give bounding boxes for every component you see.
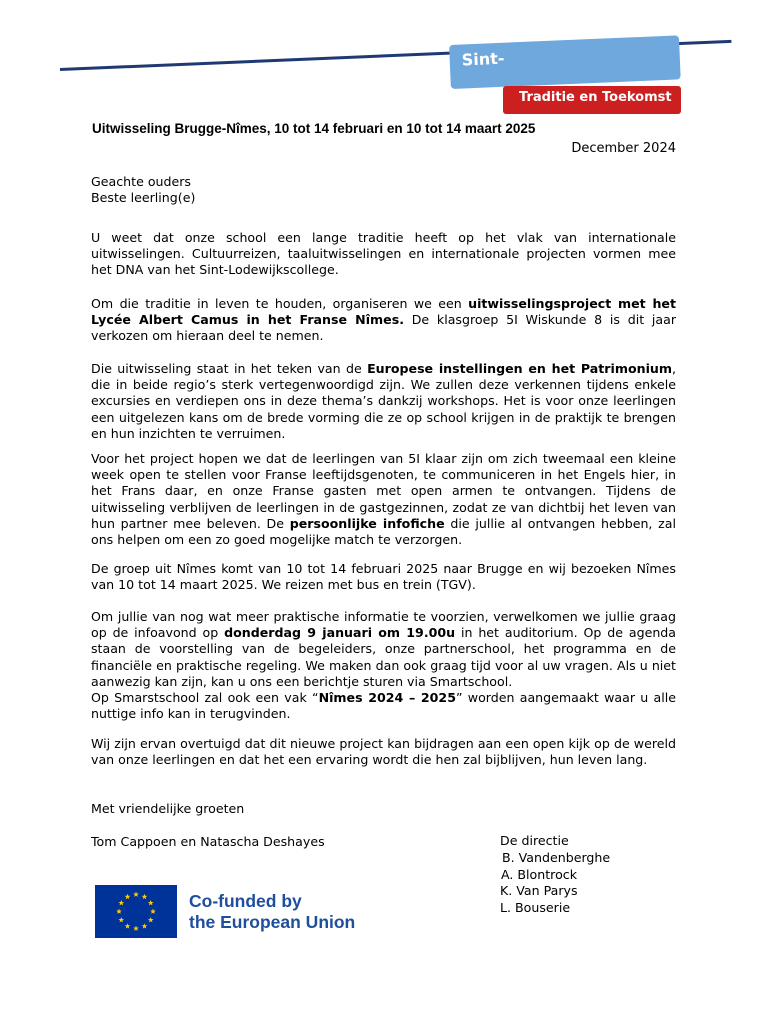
eu-star-icon bbox=[150, 909, 156, 914]
eu-star-icon bbox=[116, 909, 122, 914]
paragraph-info-evening bbox=[91, 609, 676, 722]
paragraph-info-text-c: in het auditorium. Op de agenda staan de voorstelling van de begeleiders, onze partnerschool, het programma en de financiële en praktische regeling. We maken dan ook graag tijd voor al uw vragen. Als u niet aanwezig kan zijn, kan u ons een berichtje sturen via Smartschool. bbox=[91, 625, 677, 689]
paragraph-hosting-text-a: Voor het project hopen we dat de leerlingen van 5I klaar zijn om zich tweemaal een kleine week open te stellen voor Franse leeftijdsgenoten, te communiceren in het Engels hier, in het Frans daar, en onze Franse gasten met open armen te ontvangen. Tijdens de uitwisseling verblijven de leerlingen in de gastgezinnen, zodat ze van dichtbij het leven van hun partner mee beleven. De bbox=[91, 451, 676, 531]
paragraph-info-highlight: donderdag 9 januari om 19.00u bbox=[224, 625, 456, 641]
eu-star-icon bbox=[118, 917, 124, 922]
board-of-directors bbox=[500, 833, 610, 917]
eu-star-icon bbox=[148, 917, 154, 922]
paragraph-project-highlight: uitwisselingsproject met het Lycée Albert Camus in het Franse Nîmes. bbox=[91, 296, 676, 328]
eu-star-icon bbox=[148, 900, 154, 905]
paragraph-tradition: U weet dat onze school een lange traditie heeft op het vlak van internationale uitwisselingen. Cultuurreizen, taaluitwisselingen en internationale projecten vormen mee het DNA van het Sint-Lodewijkscollege. bbox=[91, 230, 676, 278]
eu-star-icon bbox=[125, 923, 131, 928]
signatories: Tom Cappoen en Natascha Deshayes bbox=[91, 834, 325, 849]
letter-title: Uitwisseling Brugge-Nîmes, 10 tot 14 februari en 10 tot 14 maart 2025 bbox=[92, 121, 536, 136]
paragraph-theme-text-a: Die uitwisseling staat in het teken van de bbox=[91, 361, 368, 376]
paragraph-info-text-a: Om jullie van nog wat meer praktische informatie te voorzien, verwelkomen we jullie graag op de infoavond op bbox=[91, 609, 676, 641]
paragraph-project-text-a: Om die traditie in leven te houden, organiseren we een bbox=[91, 296, 469, 311]
board-member: L. Bouserie bbox=[500, 900, 571, 916]
eu-star-icon bbox=[133, 892, 139, 897]
eu-star-icon bbox=[142, 923, 148, 928]
paragraph-theme-text-c: , die in beide regio’s sterk vertegenwoordigd zijn. We zullen deze verkennen tijdens enkele excursies en verdiepen ons in deze thema’s dankzij workshops. Het is voor onze leerlingen een uitgelezen kans om de brede vorming die ze op school krijgen in de praktijk te brengen en hun inzichten te verruimen. bbox=[91, 361, 676, 441]
paragraph-smartschool-highlight: Nîmes 2024 – 2025 bbox=[318, 690, 456, 706]
school-name-banner: Sint- bbox=[449, 35, 681, 89]
board-member: A. Blontrock bbox=[501, 866, 577, 882]
eu-flag-icon bbox=[95, 885, 177, 938]
paragraph-project-text-c: De klasgroep 5I Wiskunde 8 is dit jaar verkozen om hieraan deel te nemen. bbox=[91, 312, 676, 344]
paragraph-project bbox=[91, 296, 676, 345]
eu-text-line-2: the European Union bbox=[189, 911, 356, 932]
greeting-parents: Geachte ouders bbox=[91, 174, 191, 189]
paragraph-hosting-highlight: persoonlijke infofiche bbox=[289, 515, 445, 531]
paragraph-hosting-text-c: die jullie al ontvangen hebben, zal ons helpen om een zo goed mogelijke match te verzorgen. bbox=[91, 515, 676, 548]
paragraph-conclusion: Wij zijn ervan overtuigd dat dit nieuwe project kan bijdragen aan een open kijk op de wereld van onze leerlingen en dat het een ervaring wordt die hen zal bijblijven, hun leven lang. bbox=[91, 736, 676, 768]
eu-stars-icon bbox=[95, 885, 177, 938]
paragraph-dates: De groep uit Nîmes komt van 10 tot 14 februari 2025 naar Brugge en wij bezoeken Nîmes van 10 tot 14 maart 2025. We reizen met bus en trein (TGV). bbox=[91, 561, 676, 593]
paragraph-smartschool-text-a: Op Smarstschool zal ook een vak “ bbox=[91, 690, 319, 706]
closing-phrase: Met vriendelijke groeten bbox=[91, 801, 245, 816]
eu-star-icon bbox=[125, 894, 131, 899]
board-member: B. Vandenberghe bbox=[502, 849, 611, 865]
eu-star-icon bbox=[133, 926, 139, 931]
board-title: De directie bbox=[500, 833, 569, 848]
eu-cofunded-text bbox=[189, 891, 355, 933]
paragraph-hosting bbox=[91, 451, 676, 548]
paragraph-theme-highlight: Europese instellingen en het Patrimonium bbox=[367, 361, 672, 376]
board-member: K. Van Parys bbox=[500, 883, 578, 899]
school-tagline-banner: Traditie en Toekomst bbox=[503, 86, 681, 114]
eu-text-line-1: Co-funded by bbox=[189, 890, 302, 911]
paragraph-smartschool-text-c: ” worden aangemaakt waar u alle nuttige info kan in terugvinden. bbox=[91, 690, 676, 722]
paragraph-theme bbox=[91, 361, 676, 442]
eu-cofunded-logo bbox=[95, 885, 385, 938]
eu-star-icon bbox=[142, 894, 148, 899]
eu-star-icon bbox=[118, 900, 124, 905]
greeting-students: Beste leerling(e) bbox=[91, 190, 196, 205]
letter-date: December 2024 bbox=[571, 141, 676, 156]
